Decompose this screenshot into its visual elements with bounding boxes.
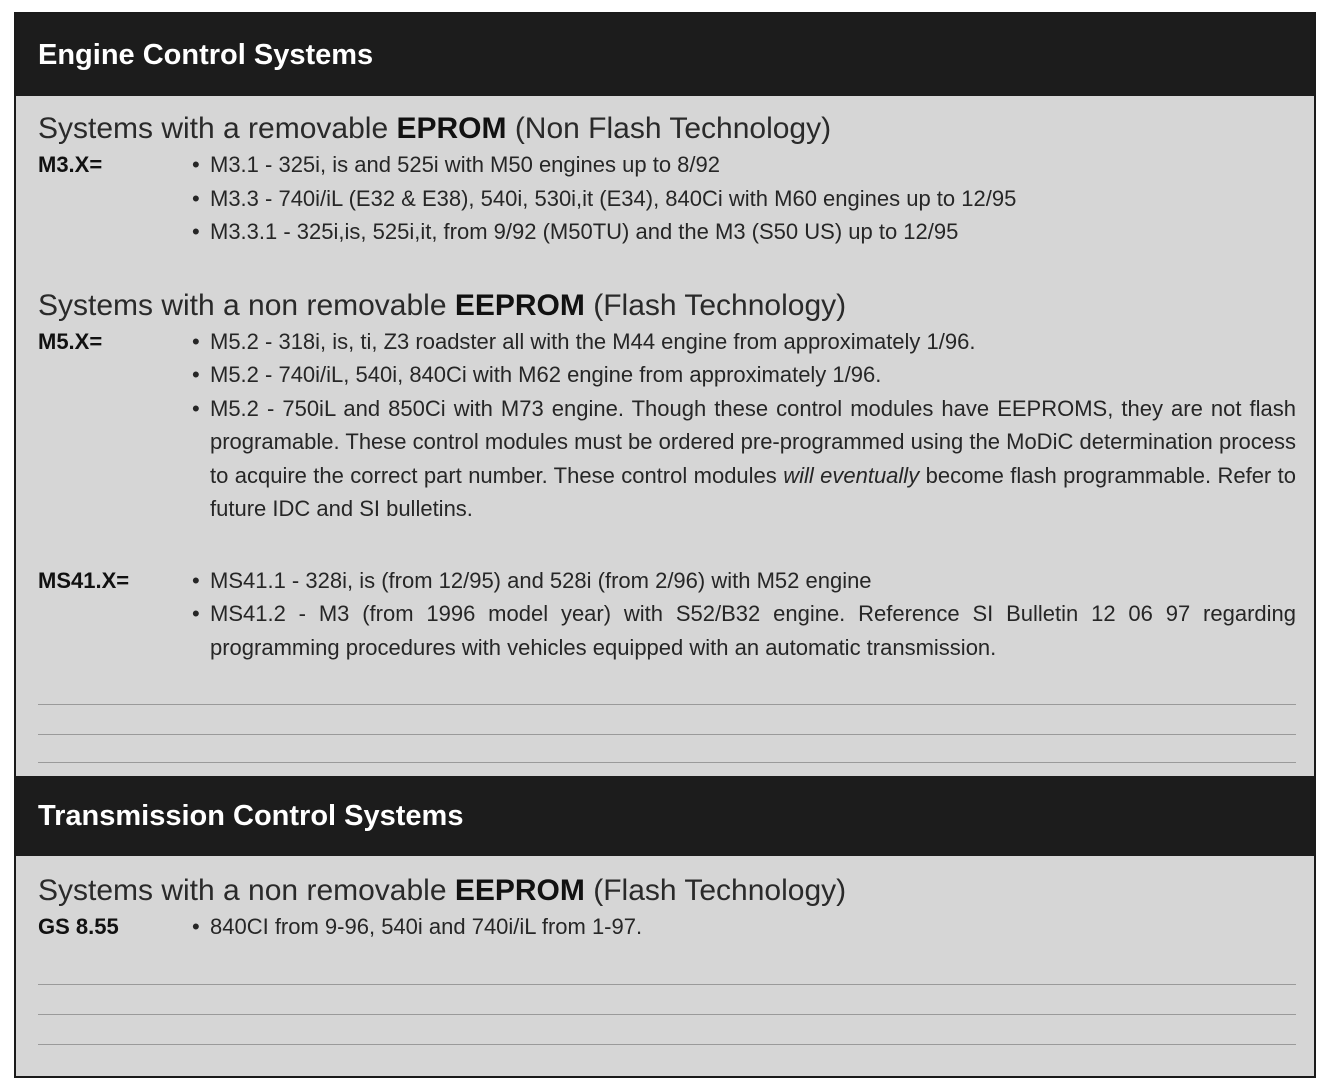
note-line — [38, 1044, 1296, 1045]
bullet-icon: • — [192, 567, 200, 593]
eeprom-group-heading: Systems with a non removable EEPROM (Flash Technology) — [38, 288, 847, 322]
m3x-entry — [38, 148, 1296, 249]
bullet-icon: • — [192, 185, 200, 211]
list-item: • M5.2 - 740i/iL, 540i, 840Ci with M62 engine from approximately 1/96. — [186, 358, 1296, 392]
bullet-icon: • — [192, 219, 200, 244]
bullet-icon: • — [192, 395, 200, 421]
m5x-bullet-list — [186, 325, 1296, 526]
note-line — [38, 762, 1296, 763]
list-item: • M3.3.1 - 325i,is, 525i,it, from 9/92 (M50TU) and the M3 (S50 US) up to 12/95 — [186, 215, 1296, 249]
gs855-bullet-list — [186, 910, 1296, 944]
eprom-group-heading: Systems with a removable EPROM (Non Flash Technology) — [38, 112, 832, 145]
eprom-group — [38, 112, 1296, 249]
ms41x-entry — [38, 564, 1296, 665]
m3x-label: M3.X= — [38, 152, 103, 177]
bullet-icon: • — [192, 601, 200, 626]
bullet-icon: • — [192, 914, 200, 939]
list-item: • MS41.2 - M3 (from 1996 model year) with S52/B32 engine. Reference SI Bulletin 12 06 97 regarding programming procedures with vehicles equipped with an automatic transmission. — [186, 597, 1296, 664]
list-item: • M3.1 - 325i, is and 525i with M50 engines up to 8/92 — [186, 148, 1296, 182]
ms41x-label: MS41.X= — [38, 567, 130, 593]
engine-section-title: Engine Control Systems — [38, 38, 374, 71]
ms41x-bullet-list — [186, 564, 1296, 665]
list-item: • M5.2 - 318i, is, ti, Z3 roadster all with the M44 engine from approximately 1/96. — [186, 325, 1296, 359]
m5x-label: M5.X= — [38, 328, 103, 354]
transmission-section-title: Transmission Control Systems — [38, 799, 464, 832]
bullet-icon: • — [192, 152, 200, 177]
note-line — [38, 1014, 1296, 1015]
list-item: • MS41.1 - 328i, is (from 12/95) and 528i (from 2/96) with M52 engine — [186, 564, 1296, 598]
transmission-section-header — [16, 776, 1314, 856]
m5x-entry — [38, 325, 1296, 526]
gs855-entry — [38, 910, 1296, 944]
eeprom-group — [38, 289, 1296, 526]
engine-section-body — [38, 112, 1296, 664]
transmission-section-body — [38, 874, 1296, 944]
list-item: • 840CI from 9-96, 540i and 740i/iL from 1-97. — [186, 910, 1296, 944]
note-line — [38, 984, 1296, 985]
transmission-eeprom-heading: Systems with a non removable EEPROM (Flash Technology) — [38, 874, 847, 907]
bullet-icon: • — [192, 362, 200, 387]
engine-section-header — [16, 14, 1314, 96]
note-line — [38, 704, 1296, 705]
document-panel — [14, 12, 1316, 1078]
gs855-label: GS 8.55 — [38, 914, 119, 939]
note-line — [38, 734, 1296, 735]
m3x-bullet-list — [186, 148, 1296, 249]
list-item: • M5.2 - 750iL and 850Ci with M73 engine. Though these control modules have EEPROMS, they are not flash programable. These control modules must be ordered pre-programmed using the MoDiC determination process to acquire the correct part number. These control modules will eventually become flash programmable. Refer to future IDC and SI bulletins. — [186, 392, 1296, 526]
list-item: • M3.3 - 740i/iL (E32 & E38), 540i, 530i,it (E34), 840Ci with M60 engines up to 12/95 — [186, 182, 1296, 216]
bullet-icon: • — [192, 328, 200, 354]
